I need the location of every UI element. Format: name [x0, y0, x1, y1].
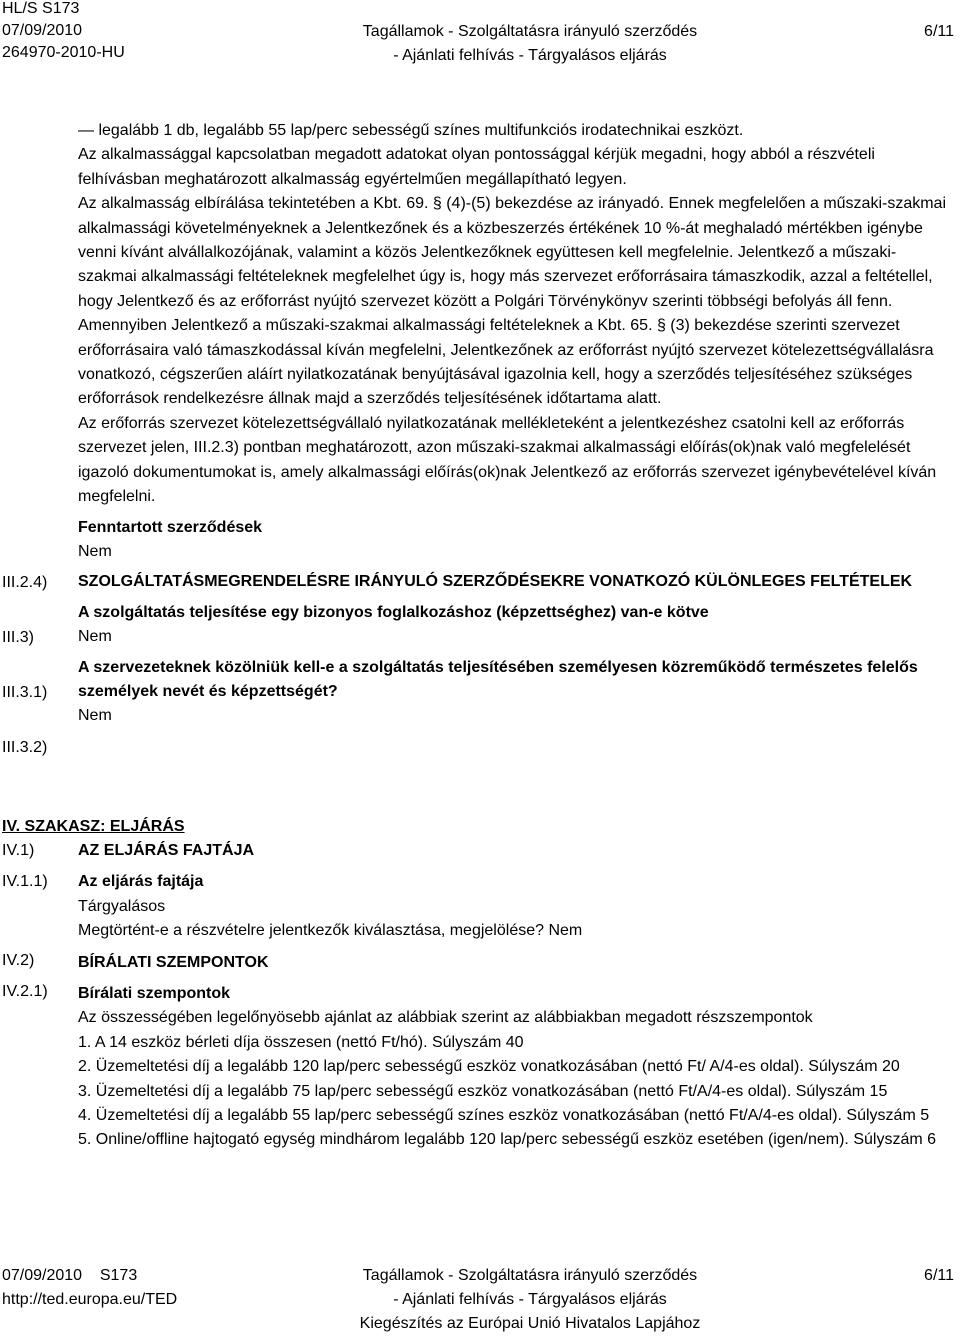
section-IV-body — [78, 839, 954, 1153]
label-III-3-2: III.3.2) — [2, 739, 48, 756]
section-IV-1-title: AZ ELJÁRÁS FAJTÁJA — [78, 842, 255, 859]
doc-id: HL/S S173 — [2, 0, 80, 17]
header-date: 07/09/2010 — [2, 22, 83, 39]
header-title-line2: - Ajánlati felhívás - Tárgyalásos eljárás — [393, 47, 667, 64]
section-IV-heading — [2, 815, 302, 839]
section-III-3-title: SZOLGÁLTATÁSMEGRENDELÉSRE IRÁNYULÓ SZERZŐDÉSEKRE VONATKOZÓ KÜLÖNLEGES FELTÉTELEK — [78, 573, 913, 591]
criteria-item-5: 5. Online/offline hajtogató egység mindhárom legalább 120 lap/perc sebességű eszköz esetében (igen/nem). Súlyszám 6 — [78, 1131, 937, 1149]
criteria-item-3: 3. Üzemeltetési díj a legalább 75 lap/perc sebességű eszköz vonatkozásában (nettó Ft/A/4-es oldal). Súlyszám 15 — [78, 1082, 888, 1100]
label-III-2-4: III.2.4) — [2, 574, 48, 591]
footer-series: S173 — [99, 1267, 138, 1284]
section-III-3-2-value: Nem — [78, 707, 112, 725]
header-left — [2, 0, 125, 64]
footer-url[interactable]: http://ted.europa.eu/TED — [2, 1291, 178, 1308]
section-IV-1-1-extra: Megtörtént-e a részvételre jelentkezők kiválasztása, megjelölése? Nem — [78, 922, 583, 940]
footer-page-number: 6/11 — [924, 1267, 954, 1284]
footer-date-series — [2, 1264, 177, 1288]
criteria-item-1: 1. A 14 eszköz bérleti díja összesen (nettó Ft/hó). Súlyszám 40 — [78, 1033, 524, 1051]
section-III-2-4-value: Nem — [78, 542, 112, 560]
section-IV-2 — [78, 951, 954, 975]
section-IV-2-title: BÍRÁLATI SZEMPONTOK — [78, 953, 269, 971]
section-III-3 — [78, 570, 954, 594]
paragraph-resource-declaration: Az erőforrás szervezet kötelezettségvállaló nyilatkozatának mellékleteként a jelentkezéshez csatolni kell az erőforrás szervezet jelen, III.2.3) pontban meghatározott, azon műszaki-szakmai alkalmassági előírás(ok)nak való megfelelését igazoló dokumentumokat is, amely alkalmassági előírás(ok)nak Jelentkező az erőforrás szervezet igénybevételével kíván megfelelni. — [78, 414, 937, 506]
label-III-3-1: III.3.1) — [2, 684, 48, 701]
label-IV-2: IV.2) — [2, 952, 35, 969]
label-IV-1-1: IV.1.1) — [2, 873, 48, 890]
paragraph-resource-reliance: Amennyiben Jelentkező a műszaki-szakmai alkalmassági feltételeknek a Kbt. 65. § (3) bekezdése szerinti szervezet erőforrásaira való támaszkodással kíván megfelelni, Jelentkezőnek az erőforrást nyújtó szervezet kötelezettségvállalásra vonatkozó, cégszerűen aláírt nyilatkozatának benyújtásával igazolnia kell, hogy a szerződés teljesítéséhez szükséges erőforrások rendelkezésre állnak majd a szerződés teljesítésének időtartama alatt. — [78, 317, 934, 408]
header-title-line1: Tagállamok - Szolgáltatásra irányuló szerződés — [362, 23, 698, 40]
section-III-2-4-title: Fenntartott szerződések — [78, 518, 263, 536]
footer-title — [300, 1264, 760, 1336]
label-IV-1: IV.1) — [2, 842, 35, 859]
footer-left — [2, 1264, 177, 1312]
section-III-3-1-value: Nem — [78, 628, 112, 646]
footer-title-line3: Kiegészítés az Európai Unió Hivatalos Lapjához — [359, 1315, 701, 1332]
criteria-item-2: 2. Üzemeltetési díj a legalább 120 lap/perc sebességű eszköz vonatkozásában (nettó Ft/ A/4-es oldal). Súlyszám 20 — [78, 1058, 900, 1076]
header-page-number: 6/11 — [924, 23, 954, 40]
section-IV-2-1 — [78, 982, 954, 1153]
main-text — [78, 119, 954, 729]
footer-title-line2: - Ajánlati felhívás - Tárgyalásos eljárás — [393, 1291, 667, 1308]
section-III-3-2-title: A szervezeteknek közölniük kell-e a szolgáltatás teljesítésében személyesen közreműködő természetes felelős személyek nevét és képzettségét? — [78, 658, 918, 700]
section-IV-1-1 — [78, 870, 954, 943]
paragraph-device-requirement: — legalább 1 db, legalább 55 lap/perc sebességű színes multifunkciós irodatechnikai eszközt. — [78, 122, 744, 139]
section-III-2-4 — [78, 516, 954, 565]
section-IV-2-1-title: Bírálati szempontok — [78, 985, 231, 1003]
header-ref: 264970-2010-HU — [2, 44, 125, 61]
section-III-3-1-title: A szolgáltatás teljesítése egy bizonyos foglalkozáshoz (képzettséghez) van-e kötve — [78, 603, 709, 621]
page-header — [0, 0, 960, 70]
section-IV-1-1-title: Az eljárás fajtája — [78, 873, 204, 891]
paragraph-suitability-assessment: Az alkalmasság elbírálása tekintetében a Kbt. 69. § (4)-(5) bekezdése az irányadó. Ennek megfelelően a műszaki-szakmai alkalmassági követelményeknek a Jelentkezőnek és a közbeszerzés értékének 10 %-át meghaladó mértékben igénybe venni kívánt alvállalkozójának, valamint a közös Jelentkezőknek együttesen kell megfelelnie. Jelentkező a műszaki-szakmai alkalmassági feltételeknek megfelelhet úgy is, hogy más szervezet erőforrásaira támaszkodik, azzal a feltétellel, hogy Jelentkező és az erőforrást nyújtó szervezet között a Polgári Törvénykönyv szerinti többségi befolyás áll fenn. — [78, 195, 947, 310]
page-footer — [0, 1262, 960, 1334]
footer-title-line1: Tagállamok - Szolgáltatásra irányuló szerződés — [362, 1267, 698, 1284]
footer-date: 07/09/2010 — [2, 1267, 83, 1284]
label-III-3: III.3) — [2, 629, 35, 646]
label-IV-2-1: IV.2.1) — [2, 983, 48, 1000]
section-IV-title: IV. SZAKASZ: ELJÁRÁS — [2, 818, 185, 835]
paragraph-suitability-data: Az alkalmassággal kapcsolatban megadott adatokat olyan pontossággal kérjük megadni, hogy abból a részvételi felhívásban meghatározott alkalmasság egyértelműen megállapítható legyen. — [78, 146, 875, 188]
section-III-3-1 — [78, 601, 954, 650]
header-title — [300, 20, 760, 68]
criteria-item-4: 4. Üzemeltetési díj a legalább 55 lap/perc sebességű színes eszköz vonatkozásában (nettó Ft/A/4-es oldal). Súlyszám 5 — [78, 1107, 930, 1125]
section-IV-2-1-intro: Az összességében legelőnyösebb ajánlat az alábbiak szerint az alábbiakban megadott részszempontok — [78, 1009, 813, 1027]
section-IV-1-1-value: Tárgyalásos — [78, 897, 166, 915]
section-III-3-2 — [78, 656, 954, 729]
